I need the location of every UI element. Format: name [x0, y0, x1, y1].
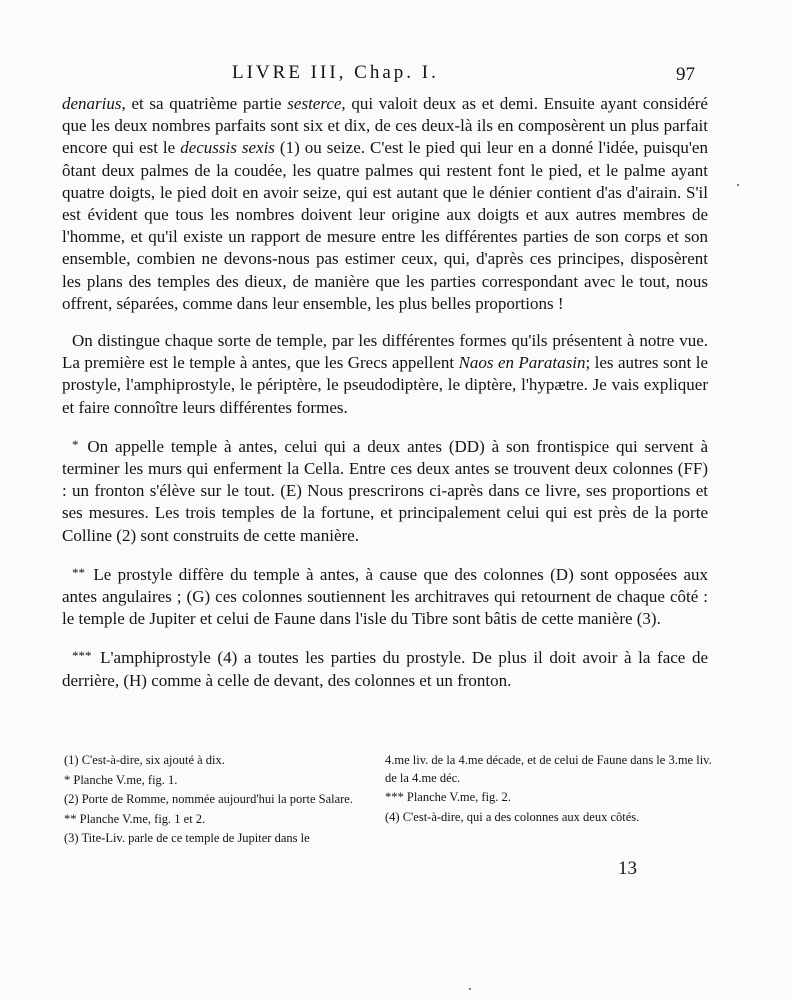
text-run: Le prostyle diffère du temple à antes, à cause que des colonnes (D) sont opposées aux antes angulaires ; (G) ces colonnes soutiennent les architraves qui retournent de chaque côté : le temple de Jupiter et celui de Faune dans l'isle du Tibre sont bâtis de cette manière (3). [62, 564, 708, 629]
text-run: On distingue chaque sorte de temple, par les différentes formes qu'ils présentent à notre vue. La première est le temple à antes, que les Grecs appellent [62, 331, 708, 373]
footnote: *** Planche V.me, fig. 2. [385, 790, 511, 805]
italic-term: sesterce [287, 94, 342, 113]
footnote: 4.me liv. de la 4.me décade, et de celui de Faune dans le 3.me liv. de la 4.me déc. [385, 753, 712, 785]
text-run: On appelle temple à antes, celui qui a deux antes (DD) à son frontispice qui servent à terminer les murs qui enferment la Cella. Entre ces deux antes se trouvent deux colonnes (FF) : un fronton s'élève sur le tout. (E) Nous prescrirons ci-après dans ce livre, ses proportions et ses mesures. Les trois temples de la fortune, et principalement celui qui est près de la porte Colline (2) sont construits de cette manière. [62, 436, 708, 545]
text-run: ; les autres sont le prostyle, l'amphiprostyle, le périptère, le pseudodiptère, le diptère, l'hypætre. Je vais expliquer et faire connoître leurs différentes formes. [62, 353, 708, 417]
page-number: 97 [676, 64, 695, 85]
paper-speck [469, 988, 471, 990]
footnote: ** Planche V.me, fig. 1 et 2. [64, 811, 206, 826]
text-run: , et sa quatrième partie [121, 94, 288, 113]
footnote: (1) C'est-à-dire, six ajouté à dix. [64, 753, 225, 767]
footnotes-right-column [385, 752, 720, 828]
paper-speck [737, 184, 739, 186]
footnote: * Planche V.me, fig. 1. [64, 772, 178, 787]
paragraph [62, 645, 708, 691]
paragraph [62, 562, 708, 631]
paragraph [62, 93, 708, 315]
text-run: , qui valoit deux as et demi. Ensuite ayant considéré que les deux nombres parfaits sont six et dix, de ces deux-là ils en composèrent un plus parfait encore qui est le [62, 94, 708, 158]
plate-reference-mark: * [72, 436, 79, 452]
footnote: (3) Tite-Liv. parle de ce temple de Jupiter dans le [64, 831, 310, 846]
text-run: L'amphiprostyle (4) a toutes les parties du prostyle. De plus il doit avoir à la face de derrière, (H) comme à celle de devant, des colonnes et un fronton. [62, 648, 708, 690]
plate-reference-mark: ** [72, 564, 85, 580]
paragraph [62, 330, 708, 419]
paragraph [62, 434, 708, 547]
plate-reference-mark: *** [72, 648, 92, 664]
text-run: (1) ou seize. C'est le pied qui leur en a donné l'idée, puisqu'en ôtant deux palmes de la coudée, les quatre palmes qui restent font le pied, et le palme ayant quatre doigts, le pied doit en avoir seize, qui est autant que le dénier contient d'as d'airain. S'il est évident que tous les nombres doivent leur origine aux doigts et aux autres membres de l'homme, et qu'il existe un rapport de mesure entre les différentes parties de son corps et son ensemble, combien ne devons-nous pas estimer ceux, qui, d'après ces principes, disposèrent les plans des temples des dieux, de manière que les parties correspondant avec le tout, nous offrent, séparées, comme dans leur ensemble, les plus belles proportions ! [62, 138, 708, 313]
running-title: LIVRE III, Chap. I. [232, 62, 439, 83]
italic-term: Naos en Paratasin [458, 353, 586, 373]
running-head [0, 62, 791, 86]
italic-term: denarius [62, 94, 122, 113]
footnotes-left-column [64, 752, 376, 850]
body-text [62, 93, 708, 692]
footnote: (2) Porte de Romme, nommée aujourd'hui la porte Salare. [64, 792, 353, 807]
signature-mark: 13 [618, 858, 637, 879]
italic-term: decussis sexis [180, 138, 275, 158]
footnote: (4) C'est-à-dire, qui a des colonnes aux deux côtés. [385, 809, 640, 824]
